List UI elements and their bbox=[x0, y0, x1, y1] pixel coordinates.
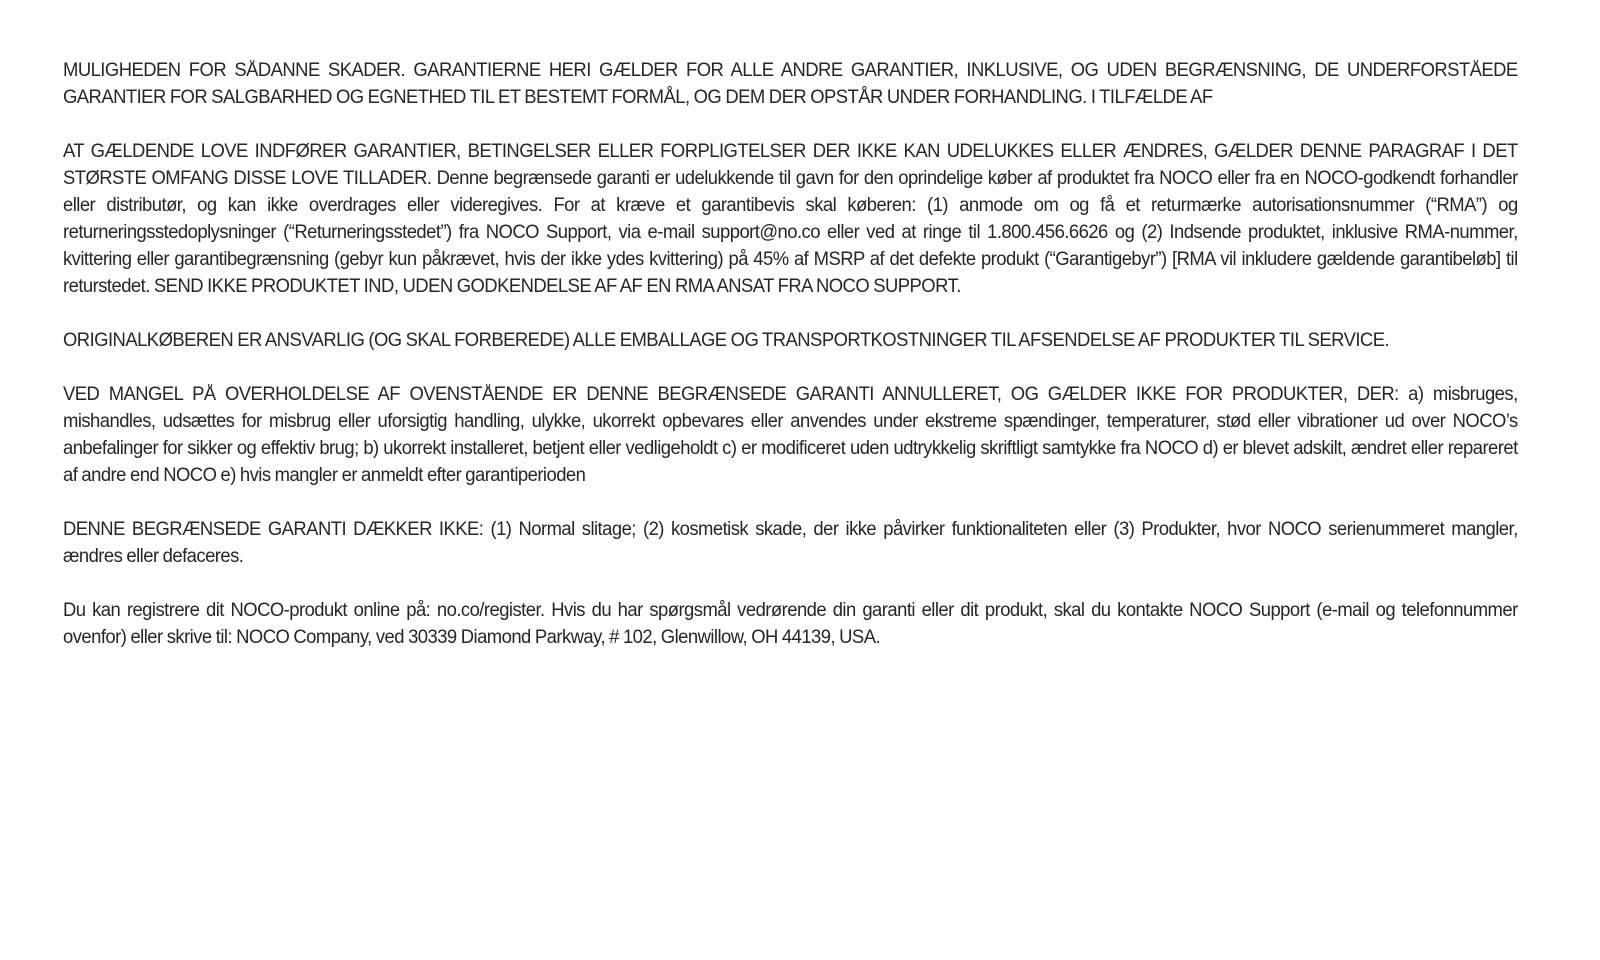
paragraph-warranty-void-conditions: VED MANGEL PÅ OVERHOLDELSE AF OVENSTÅENDE ER DENNE BEGRÆNSEDE GARANTI ANNULLERET, OG GÆLDER IKKE FOR PRODUKTER, DER: a) misbruges, mishandles, udsættes for misbrug eller uforsigtig handling, ulykke, ukorrekt opbevares eller anvendes under ekstreme spændinger, temperaturer, stød eller vibrationer ud over NOCO’s anbefalinger for sikker og effektiv brug; b) ukorrekt installeret, betjent eller vedligeholdt c) er modificeret uden udtrykkelig skriftligt samtykke fra NOCO d) er blevet adskilt, ændret eller repareret af andre end NOCO e) hvis mangler er anmeldt efter garantiperioden bbox=[63, 384, 1518, 486]
paragraph-disclaimer-intro: MULIGHEDEN FOR SÅDANNE SKADER. GARANTIERNE HERI GÆLDER FOR ALLE ANDRE GARANTIER, INKLUSIVE, OG UDEN BEGRÆNSNING, DE UNDERFORSTÅEDE GARANTIER FOR SALGBARHED OG EGNETHED TIL ET BESTEMT FORMÅL, OG DEM DER OPSTÅR UNDER FORHANDLING. I TILFÆLDE AF bbox=[63, 60, 1518, 108]
warranty-text-page bbox=[63, 57, 1519, 678]
paragraph-product-registration: Du kan registrere dit NOCO-produkt online på: no.co/register. Hvis du har spørgsmål vedrørende din garanti eller dit produkt, skal du kontakte NOCO Support (e-mail og telefonnummer ovenfor) eller skrive til: NOCO Company, ved 30339 Diamond Parkway, # 102, Glenwillow, OH 44139, USA. bbox=[63, 600, 1518, 648]
paragraph-warranty-exclusions: DENNE BEGRÆNSEDE GARANTI DÆKKER IKKE: (1) Normal slitage; (2) kosmetisk skade, der ikke påvirker funktionaliteten eller (3) Produkter, hvor NOCO serienummeret mangler, ændres eller defaceres. bbox=[63, 519, 1518, 567]
paragraph-shipping-costs: ORIGINALKØBEREN ER ANSVARLIG (OG SKAL FORBEREDE) ALLE EMBALLAGE OG TRANSPORTKOSTNINGER TIL AFSENDELSE AF PRODUKTER TIL SERVICE. bbox=[63, 330, 1390, 351]
paragraph-warranty-claim-procedure: AT GÆLDENDE LOVE INDFØRER GARANTIER, BETINGELSER ELLER FORPLIGTELSER DER IKKE KAN UDELUKKES ELLER ÆNDRES, GÆLDER DENNE PARAGRAF I DET STØRSTE OMFANG DISSE LOVE TILLADER. Denne begrænsede garanti er udelukkende til gavn for den oprindelige køber af produktet fra NOCO eller fra en NOCO-godkendt forhandler eller distributør, og kan ikke overdrages eller videregives. For at kræve et garantibevis skal køberen: (1) anmode om og få et returmærke autorisationsnummer (“RMA”) og returneringsstedoplysninger (“Returneringsstedet”) fra NOCO Support, via e-mail support@no.co eller ved at ringe til 1.800.456.6626 og (2) Indsende produktet, inklusive RMA-nummer, kvittering eller garantibegrænsning (gebyr kun påkrævet, hvis der ikke ydes kvittering) på 45% af MSRP af det defekte produkt (“Garantigebyr”) [RMA vil inkludere gældende garantibeløb] til returstedet. SEND IKKE PRODUKTET IND, UDEN GODKENDELSE AF AF EN RMA ANSAT FRA NOCO SUPPORT. bbox=[63, 141, 1518, 297]
